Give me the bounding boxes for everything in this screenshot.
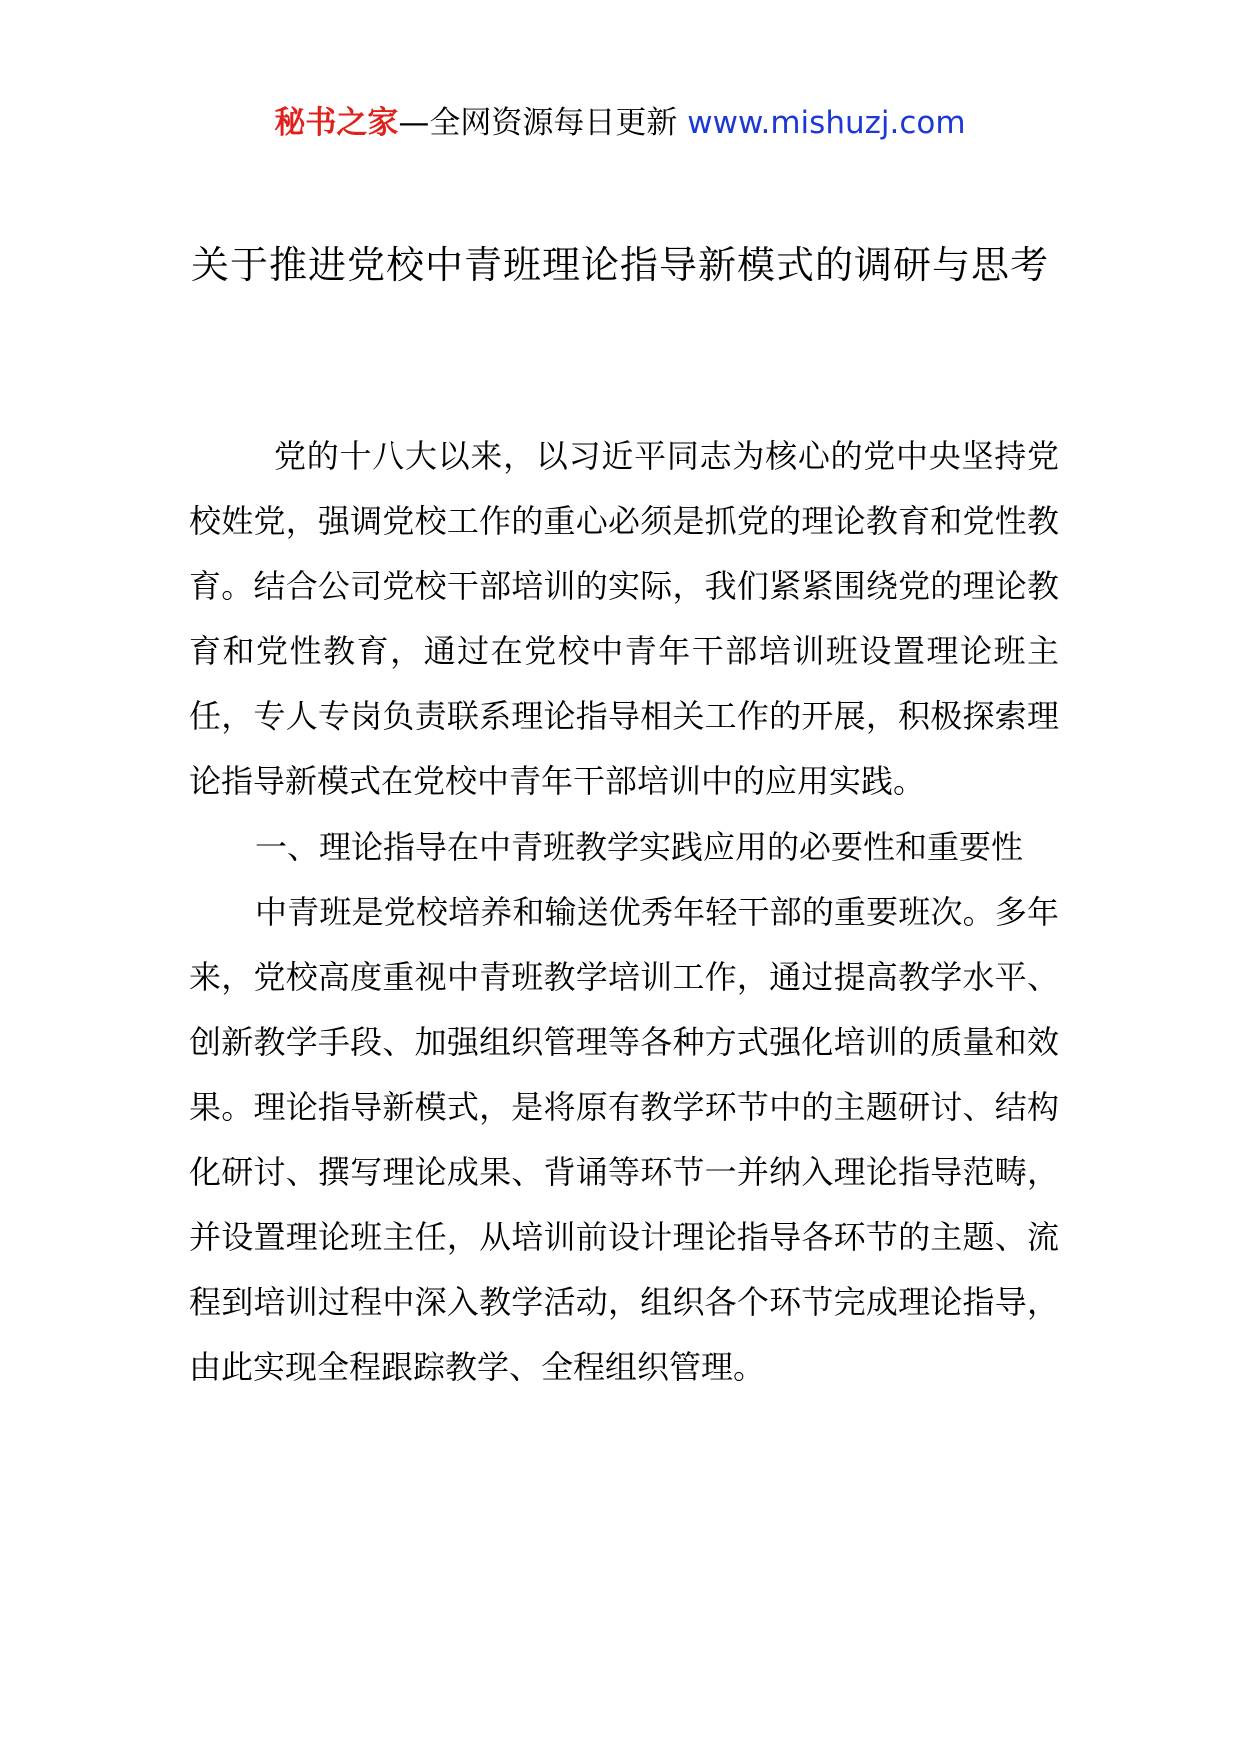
site-brand-name: 秘书之家 bbox=[274, 105, 399, 141]
site-url-link[interactable]: www.mishuzj.com bbox=[687, 105, 966, 141]
site-tagline: —全网资源每日更新 bbox=[398, 105, 688, 141]
site-header-banner bbox=[0, 100, 1240, 146]
section-heading-1: 一、理论指导在中青班教学实践应用的必要性和重要性 bbox=[255, 827, 1024, 866]
body-paragraph-1: 中青班是党校培养和输送优秀年轻干部的重要班次。多年来，党校高度重视中青班教学培训工作，通过提高教学水平、创新教学手段、加强组织管理等各种方式强化培训的质量和效果。理论指导新模式，是将原有教学环节中的主题研讨、结构化研讨、撰写理论成果、背诵等环节一并纳入理论指导范畴，并设置理论班主任，从培训前设计理论指导各环节的主题、流程到培训过程中深入教学活动，组织各个环节完成理论指导，由此实现全程跟踪教学、全程组织管理。 bbox=[189, 892, 1059, 1387]
intro-paragraph: 党的十八大以来，以习近平同志为核心的党中央坚持党校姓党，强调党校工作的重心必须是抓党的理论教育和党性教育。结合公司党校干部培训的实际，我们紧紧围绕党的理论教育和党性教育，通过在党校中青年干部培训班设置理论班主任，专人专岗负责联系理论指导相关工作的开展，积极探索理论指导新模式在党校中青年干部培训中的应用实践。 bbox=[189, 437, 1059, 801]
document-body bbox=[189, 424, 1059, 1400]
document-title: 关于推进党校中青班理论指导新模式的调研与思考 bbox=[190, 243, 1049, 287]
